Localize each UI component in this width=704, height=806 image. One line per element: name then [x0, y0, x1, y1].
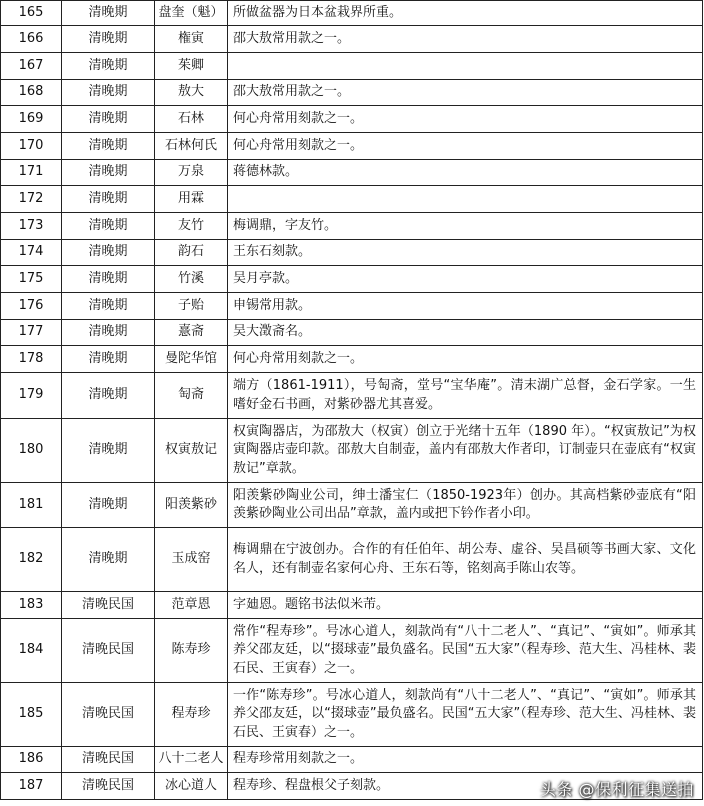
row-number: 179 — [1, 373, 62, 419]
table-row — [1, 80, 703, 106]
row-mark: 竹溪 — [155, 266, 228, 293]
row-note: 王东石刻款。 — [228, 240, 703, 266]
row-note: 邵大敖常用款之一。 — [228, 80, 703, 106]
table-row — [1, 747, 703, 773]
row-era: 清晚期 — [62, 483, 155, 528]
row-mark: 茱卿 — [155, 53, 228, 80]
row-mark: 用霖 — [155, 186, 228, 213]
row-mark: 友竹 — [155, 213, 228, 240]
row-era: 清晚民国 — [62, 592, 155, 619]
row-era: 清晚期 — [62, 320, 155, 346]
row-mark: 八十二老人 — [155, 747, 228, 773]
row-mark: 权寅敖记 — [155, 419, 228, 483]
row-note: 梅调鼎在宁波创办。合作的有任伯年、胡公寿、虚谷、吴昌硕等书画大家、文化名人，还有制壶名家何心舟、王东石等，铭刻高手陈山农等。 — [228, 528, 703, 592]
row-mark: 阳羡紫砂 — [155, 483, 228, 528]
row-number: 167 — [1, 53, 62, 80]
table-row — [1, 373, 703, 419]
row-note: 吴月亭款。 — [228, 266, 703, 293]
row-era: 清晚期 — [62, 53, 155, 80]
table-body — [1, 1, 703, 800]
row-era: 清晚期 — [62, 1, 155, 26]
row-era: 清晚期 — [62, 419, 155, 483]
row-note — [228, 53, 703, 80]
table-row — [1, 528, 703, 592]
row-mark: 程寿珍 — [155, 683, 228, 747]
table-row — [1, 106, 703, 133]
row-note: 吴大澂斋名。 — [228, 320, 703, 346]
row-number: 172 — [1, 186, 62, 213]
row-mark: 冰心道人 — [155, 773, 228, 800]
row-number: 170 — [1, 133, 62, 160]
row-era: 清晚期 — [62, 106, 155, 133]
row-number: 166 — [1, 26, 62, 53]
row-note: 阳羡紫砂陶业公司，绅士潘宝仁（1850-1923年）创办。其高档紫砂壶底有“阳羡紫砂陶业公司出品”章款，盖内或把下钤作者小印。 — [228, 483, 703, 528]
row-note: 蒋德林款。 — [228, 160, 703, 186]
row-era: 清晚期 — [62, 373, 155, 419]
row-number: 180 — [1, 419, 62, 483]
table-row — [1, 320, 703, 346]
row-number: 171 — [1, 160, 62, 186]
row-era: 清晚期 — [62, 160, 155, 186]
row-note: 权寅陶器店，为邵敖大（权寅）创立于光绪十五年（1890 年）。“权寅敖记”为权寅陶器店壶印款。邵敖大自制壶，盖内有邵敖大作者印，订制壶只在壶底有“权寅敖记”章款。 — [228, 419, 703, 483]
row-mark: 万泉 — [155, 160, 228, 186]
row-era: 清晚期 — [62, 266, 155, 293]
row-mark: 玉成窑 — [155, 528, 228, 592]
row-note: 字廸恩。题铭书法似米芾。 — [228, 592, 703, 619]
table-row — [1, 592, 703, 619]
row-era: 清晚期 — [62, 240, 155, 266]
table-row — [1, 213, 703, 240]
table-row — [1, 266, 703, 293]
table-row — [1, 186, 703, 213]
row-number: 178 — [1, 346, 62, 373]
row-number: 183 — [1, 592, 62, 619]
row-number: 174 — [1, 240, 62, 266]
row-note: 程寿珍常用刻款之一。 — [228, 747, 703, 773]
table-row — [1, 53, 703, 80]
row-number: 177 — [1, 320, 62, 346]
row-era: 清晚民国 — [62, 773, 155, 800]
row-number: 181 — [1, 483, 62, 528]
row-era: 清晚民国 — [62, 683, 155, 747]
row-number: 185 — [1, 683, 62, 747]
row-mark: 盘奎（魁） — [155, 1, 228, 26]
table-row — [1, 1, 703, 26]
row-era: 清晚期 — [62, 346, 155, 373]
table-row — [1, 293, 703, 320]
row-mark: 石林何氏 — [155, 133, 228, 160]
table-row — [1, 483, 703, 528]
row-number: 165 — [1, 1, 62, 26]
row-number: 176 — [1, 293, 62, 320]
row-number: 173 — [1, 213, 62, 240]
table-row — [1, 346, 703, 373]
row-era: 清晚期 — [62, 528, 155, 592]
row-mark: 陈寿珍 — [155, 619, 228, 683]
row-note — [228, 186, 703, 213]
row-note: 申锡常用款。 — [228, 293, 703, 320]
row-note: 程寿珍、程盘根父子刻款。 — [228, 773, 703, 800]
row-number: 168 — [1, 80, 62, 106]
row-mark: 子贻 — [155, 293, 228, 320]
row-mark: 匋斋 — [155, 373, 228, 419]
table-row — [1, 133, 703, 160]
row-mark: 韵石 — [155, 240, 228, 266]
row-era: 清晚期 — [62, 213, 155, 240]
row-era: 清晚期 — [62, 133, 155, 160]
watermark: 头条 @保利征集送拍 — [539, 780, 694, 799]
row-number: 184 — [1, 619, 62, 683]
row-number: 182 — [1, 528, 62, 592]
row-note: 一作“陈寿珍”。号冰心道人，刻款尚有“八十二老人”、“真记”、“寅如”。师承其养父邵友廷，以“掇球壶”最负盛名。民国“五大家”（程寿珍、范大生、冯桂林、裴石民、王寅春）之一。 — [228, 683, 703, 747]
row-note: 何心舟常用刻款之一。 — [228, 346, 703, 373]
table-row — [1, 240, 703, 266]
row-era: 清晚民国 — [62, 619, 155, 683]
row-mark: 敖大 — [155, 80, 228, 106]
row-mark: 石林 — [155, 106, 228, 133]
row-note: 端方（1861-1911），号匋斋，堂号“宝华庵”。清末湖广总督，金石学家。一生嗜好金石书画，对紫砂器尤其喜爱。 — [228, 373, 703, 419]
row-era: 清晚期 — [62, 186, 155, 213]
row-note: 梅调鼎，字友竹。 — [228, 213, 703, 240]
table-row — [1, 419, 703, 483]
row-note: 常作“程寿珍”。号冰心道人，刻款尚有“八十二老人”、“真记”、“寅如”。师承其养父邵友廷，以“掇球壶”最负盛名。民国“五大家”（程寿珍、范大生、冯桂林、裴石民、王寅春）之一。 — [228, 619, 703, 683]
table-row — [1, 26, 703, 53]
table-row — [1, 160, 703, 186]
row-number: 169 — [1, 106, 62, 133]
row-number: 175 — [1, 266, 62, 293]
row-era: 清晚期 — [62, 293, 155, 320]
row-mark: 曼陀华馆 — [155, 346, 228, 373]
row-number: 187 — [1, 773, 62, 800]
row-mark: 憙斋 — [155, 320, 228, 346]
row-era: 清晚期 — [62, 80, 155, 106]
row-note: 何心舟常用刻款之一。 — [228, 133, 703, 160]
row-note: 所做盆器为日本盆栽界所重。 — [228, 1, 703, 26]
row-note: 邵大敖常用款之一。 — [228, 26, 703, 53]
row-number: 186 — [1, 747, 62, 773]
table-row — [1, 619, 703, 683]
row-mark: 権寅 — [155, 26, 228, 53]
table-row — [1, 683, 703, 747]
row-note: 何心舟常用刻款之一。 — [228, 106, 703, 133]
row-era: 清晚民国 — [62, 747, 155, 773]
row-era: 清晚期 — [62, 26, 155, 53]
row-mark: 范章恩 — [155, 592, 228, 619]
